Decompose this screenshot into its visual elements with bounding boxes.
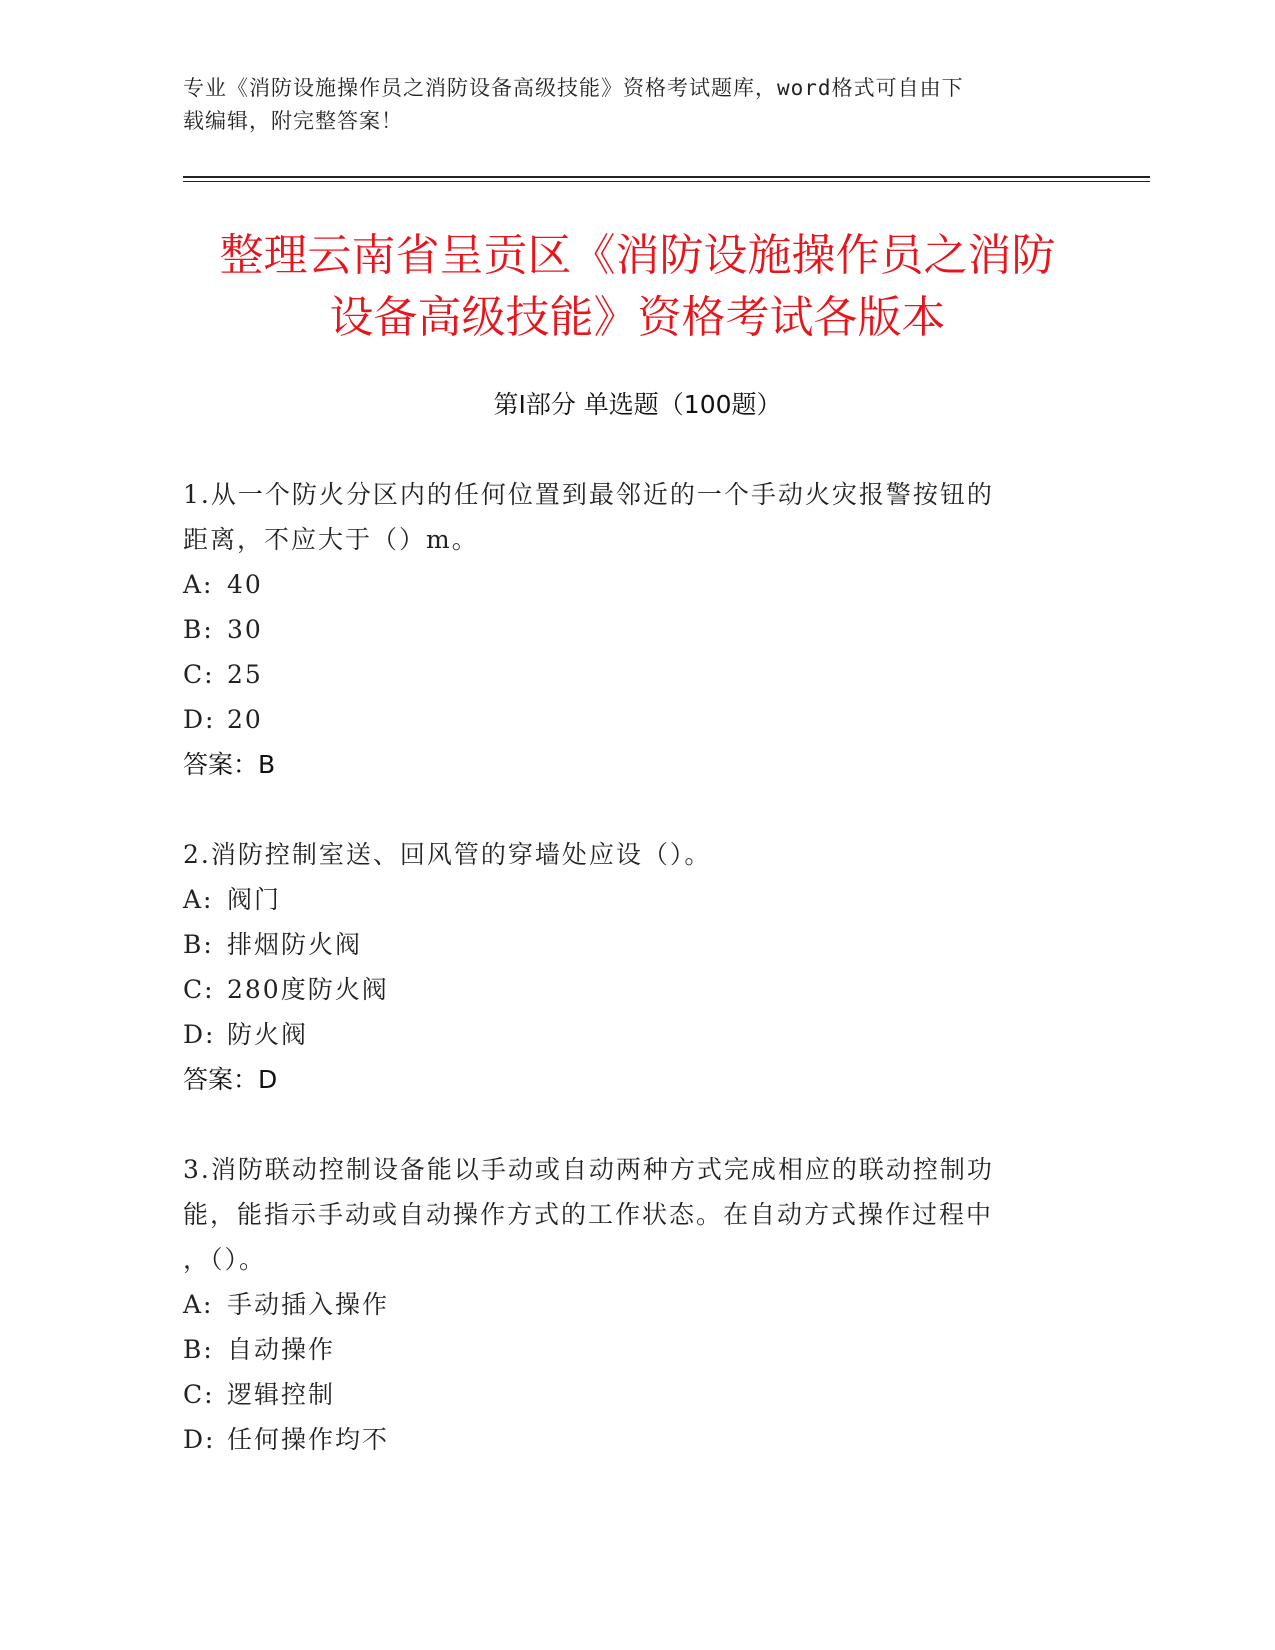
option-text: 阀门 xyxy=(227,885,282,914)
question-stem: 2.消防控制室送、回风管的穿墙处应设（）。 xyxy=(183,840,712,869)
question-list xyxy=(183,472,1063,1507)
option-text: 30 xyxy=(227,615,263,644)
option-text: 280度防火阀 xyxy=(227,975,389,1004)
option-text: 任何操作均不 xyxy=(227,1425,390,1454)
option-c xyxy=(183,652,1063,697)
question-stem: ，（）。 xyxy=(183,1245,267,1274)
header-divider-thick xyxy=(183,176,1150,178)
option-letter: B: xyxy=(183,930,214,959)
option-text: 自动操作 xyxy=(227,1335,336,1364)
option-c xyxy=(183,967,1063,1012)
document-title-line-1: 整理云南省呈贡区《消防设施操作员之消防 xyxy=(219,230,1056,281)
question-stem: 3.消防联动控制设备能以手动或自动两种方式完成相应的联动控制功 xyxy=(183,1155,994,1184)
option-letter: A: xyxy=(183,885,214,914)
answer: 答案：D xyxy=(183,1065,278,1094)
option-letter: D: xyxy=(183,1425,216,1454)
question-stem: 1.从一个防火分区内的任何位置到最邻近的一个手动火灾报警按钮的 xyxy=(183,480,994,509)
option-b xyxy=(183,1327,1063,1372)
header-note xyxy=(183,72,1063,138)
option-letter: D: xyxy=(183,1020,216,1049)
option-text: 防火阀 xyxy=(227,1020,309,1049)
option-letter: A: xyxy=(183,570,214,599)
option-letter: C: xyxy=(183,660,215,689)
option-letter: A: xyxy=(183,1290,214,1319)
option-text: 逻辑控制 xyxy=(227,1380,336,1409)
question-2 xyxy=(183,832,1063,1102)
option-letter: D: xyxy=(183,705,216,734)
option-a xyxy=(183,1282,1063,1327)
question-3 xyxy=(183,1147,1063,1462)
option-d xyxy=(183,1012,1063,1057)
option-text: 手动插入操作 xyxy=(227,1290,390,1319)
option-d xyxy=(183,1417,1063,1462)
document-title xyxy=(150,225,1125,349)
option-letter: C: xyxy=(183,975,215,1004)
option-a xyxy=(183,877,1063,922)
option-c xyxy=(183,1372,1063,1417)
option-b xyxy=(183,922,1063,967)
option-text: 25 xyxy=(227,660,263,689)
header-note-line-2: 载编辑，附完整答案！ xyxy=(183,109,403,133)
answer: 答案：B xyxy=(183,750,276,779)
question-stem: 距离，不应大于（）m。 xyxy=(183,525,479,554)
option-b xyxy=(183,607,1063,652)
option-text: 40 xyxy=(227,570,263,599)
question-stem: 能，能指示手动或自动操作方式的工作状态。在自动方式操作过程中 xyxy=(183,1200,994,1229)
option-a xyxy=(183,562,1063,607)
option-letter: B: xyxy=(183,615,214,644)
option-letter: C: xyxy=(183,1380,215,1409)
question-1 xyxy=(183,472,1063,787)
section-heading: 第Ⅰ部分 单选题（100题） xyxy=(493,390,782,419)
option-text: 排烟防火阀 xyxy=(227,930,363,959)
header-divider-thin xyxy=(183,181,1150,182)
option-d xyxy=(183,697,1063,742)
header-note-line-1: 专业《消防设施操作员之消防设备高级技能》资格考试题库，word格式可自由下 xyxy=(183,76,964,100)
document-title-line-2: 设备高级技能》资格考试各版本 xyxy=(329,292,946,343)
option-text: 20 xyxy=(227,705,263,734)
option-letter: B: xyxy=(183,1335,214,1364)
